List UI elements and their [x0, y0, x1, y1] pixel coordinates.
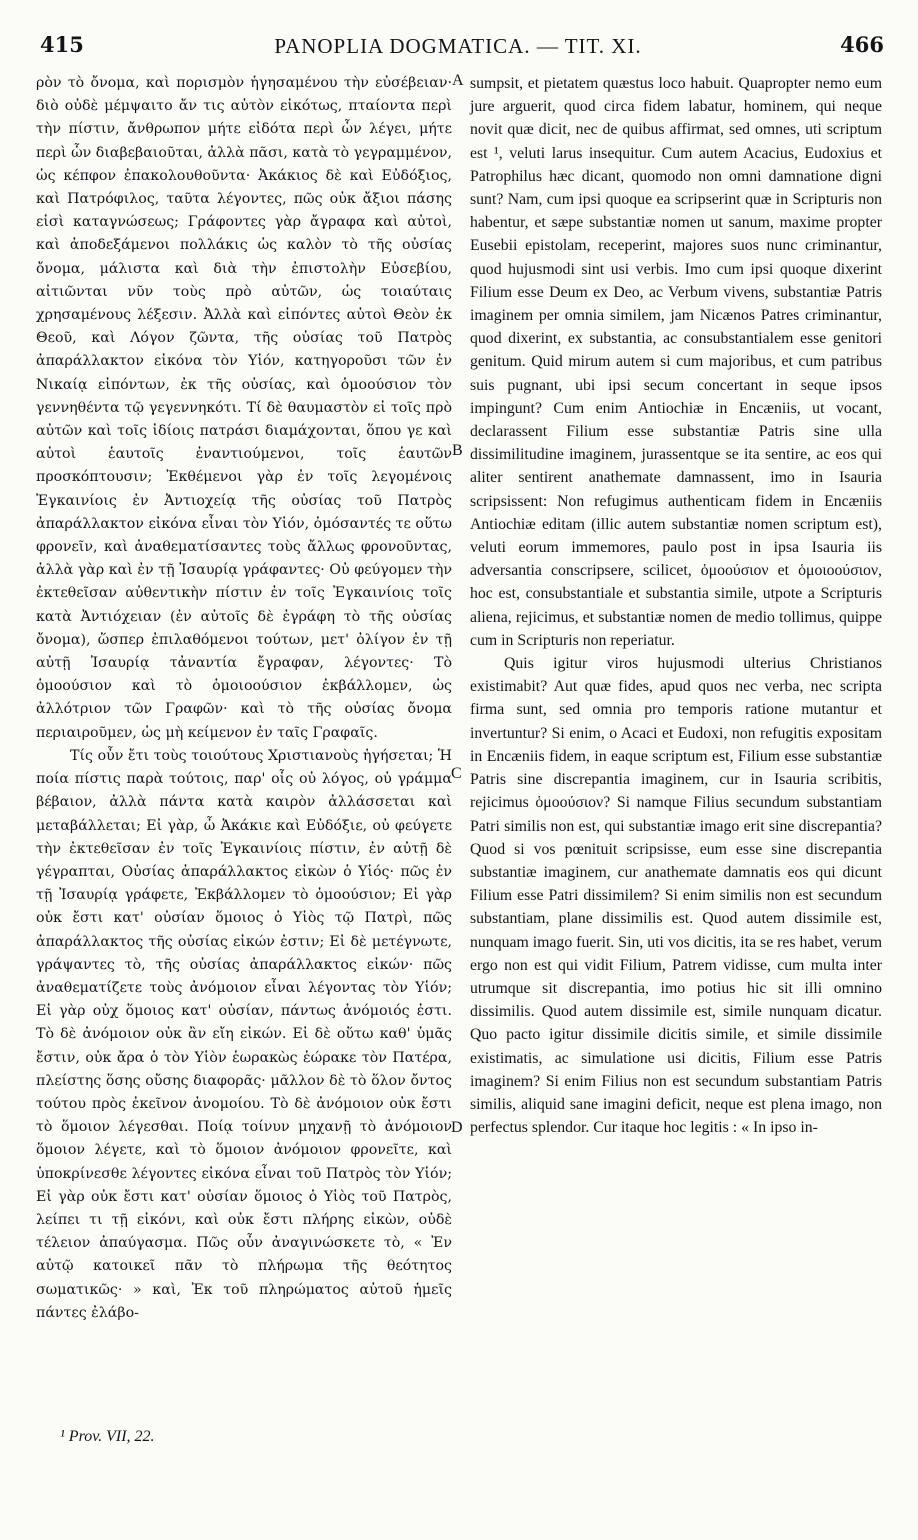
margin-marker-d: D — [451, 1119, 463, 1136]
greek-column — [36, 72, 452, 1325]
left-page-number: 415 — [40, 32, 84, 57]
greek-paragraph: ρὸν τὸ ὄνομα, καὶ πορισμὸν ἡγησαμένου τὴν εὐσέβειαν· διὸ οὐδὲ μέμψαιτο ἄν τις αὐτὸν εἰκότως, πταίοντα περὶ τὴν πίστιν, ἄνθρωπον μήτε εἰδότα περὶ ὧν λέγει, μήτε περὶ ὧν διαβεβαιοῦται, ἀλλὰ πᾶσι, κατὰ τὸ γεγραμμένον, ὡς κέπφον ἐπακολουθοῦντα· Ἀκάκιος δὲ καὶ Εὐδόξιος, καὶ Πατρόφιλος, ταῦτα λέγοντες, πῶς οὐκ ἄξιοι πάσης εἰσὶ καταγνώσεως; Γράφοντες γὰρ ἄγραφα καὶ αὐτοὶ, καὶ ἀποδεξάμενοι πολλάκις ὡς καλὸν τὸ τῆς οὐσίας ὄνομα, μάλιστα καὶ διὰ τὴν ἐπιστολὴν Εὐσεβίου, αἰτιῶνται νῦν τοὺς πρὸ αὐτῶν, ὡς τοιαύταις χρησαμένους λέξεσιν. Ἀλλὰ καὶ εἰπόντες αὐτοὶ Θεὸν ἐκ Θεοῦ, καὶ Λόγον ζῶντα, τῆς οὐσίας τοῦ Πατρὸς ἀπαράλλακτον εἰκόνα τὸν Υἱόν, κατηγοροῦσι τῶν ἐν Νικαίᾳ εἰπόντων, ἐκ τῆς οὐσίας, καὶ ὁμοούσιον τὸν γεννηθέντα τῷ γεγεννηκότι. Τί δὲ θαυμαστὸν εἰ τοῖς πρὸ αὐτῶν καὶ τοῖς ἰδίοις πατράσι διαμάχονται, ὅπου γε καὶ αὐτοὶ ἑαυτοῖς ἐναντιούμενοι, τοῖς ἑαυτῶν προσκόπτουσιν; Ἐκθέμενοι γὰρ ἐν τοῖς λεγομένοις Ἐγκαινίοις ἐν Ἀντιοχείᾳ τῆς οὐσίας τοῦ Πατρὸς ἀπαράλλακτον εἰκόνα εἶναι τὸν Υἱόν, ὀμόσαντές τε οὕτω φρονεῖν, καὶ ἀναθεματίσαντες τοὺς ἄλλως φρονοῦντας, ἀλλὰ γὰρ καὶ ἐν τῇ Ἰσαυρίᾳ γράφαντες· Οὐ φεύγομεν τὴν ἐκτεθεῖσαν αὐθεντικὴν πίστιν ἐν τοῖς Ἐγκαινίοις τοῖς κατὰ Ἀντιόχειαν (ἐν αὐτοῖς δὲ ἐγράφη τὸ τῆς οὐσίας ὄνομα), ὥσπερ ἐπιλαθόμενοι τούτων, μετ' ὀλίγον ἐν τῇ αὐτῇ Ἰσαυρίᾳ τἀναντία ἔγραφαν, λέγοντες· Τὸ ὁμοούσιον καὶ τὸ ὁμοιοούσιον ἐκβάλλομεν, ὡς ἀλλότριον τῶν Γραφῶν· καὶ τὸ τῆς οὐσίας ὄνομα περιαιροῦμεν, ὡς μὴ κείμενον ἐν ταῖς Γραφαῖς. — [36, 75, 452, 741]
latin-column — [470, 72, 882, 1139]
margin-marker-a: A — [452, 72, 464, 89]
margin-marker-b: B — [452, 442, 463, 459]
margin-marker-c: C — [451, 765, 462, 782]
footnote: ¹ Prov. VII, 22. — [60, 1428, 155, 1445]
latin-paragraph: Quis igitur viros hujusmodi ulterius Christianos existimabit? Aut quæ fides, apud quos nec verba, nec scripta firma sunt, sed omnia pro temporis ratione mutantur et invertuntur? Si enim, o Acaci et Eudoxi, non refugitis expositam in Encæniis fidem, in eaque scriptum est, Filium esse substantiæ Patris sine discrepantia imaginem, cur in Isauria scribitis, rejicimus ὁμοούσιον? Si namque Filius secundum substantiam Patri similis non est, qui substantiæ imago erit sine discrepantia? Quod si vos pœnituit scripsisse, eum esse sine discrepantia substantiæ imaginem, cur anathemate damnatis eos qui dicunt Filium esse Patri dissimilem? Si enim similis non est secundum substantiam, plane dissimilis est. Quod autem dissimile est, nunquam imago fuerit. Sin, uti vos dicitis, ita se res habet, verum ergo non est qui vidit Filium, Patrem vidisse, cum multa inter utrumque sit discrepantia, imo potius hic sit illi omnino dissimilis. Quod autem dissimile est, simile nunquam dicatur. Quo pacto igitur dissimile dicitis simile, et simile dissimile existimatis, ac simulatione usi dicitis, Filium esse Patris imaginem? Si enim Filius non est secundum substantiam Patris similis, aliquid sane imagini deficit, neque est plena imago, non perfectus splendor. Cur itaque hoc legitis : « In ipso in- — [470, 655, 882, 1137]
running-title: PANOPLIA DOGMATICA. — TIT. XI. — [274, 34, 642, 58]
latin-paragraph: sumpsit, et pietatem quæstus loco habuit. Quapropter nemo eum jure arguerit, quod circa fidem labatur, hominem, qui neque novit quæ dicit, nec de quibus affirmat, sed omnes, uti scriptum est ¹, veluti larus insequitur. Cum autem Acacius, Eudoxius et Patrophilus hæc dicant, quomodo non omni damnatione digni sunt? Nam, cum ipsi quoque ea scripserint quæ in Scripturis non habentur, et sæpe substantiæ nomen ut sanum, maxime propter Eusebii epistolam, receperint, majores suos nunc criminantur, quod hujusmodi sint usi verbis. Imo cum ipsi quoque dixerint Filium esse Deum ex Deo, ac Verbum vivens, substantiæ Patris imaginem per omnia similem, jam Nicænos Patres criminantur, quod dixerint, ex substantia, ac consubstantialem esse genitori genitum. Quid mirum autem si cum majoribus, et cum patribus suis pugnant, ubi ipsi secum concertant in seque ipsos impingunt? Cum enim Antiochiæ in Encæniis, ut vocant, declarassent Filium esse substantiæ Patris sine ulla dissimilitudine imaginem, jurassentque se ita sentire, ac eos qui aliter sentirent anathemate damnassent, imo in Isauria scripsissent: Non refugimus authenticam fidem in Encæniis Antiochiæ editam (illic autem substantiæ nomen scriptum est), veluti eorum immemores, paulo post in ipsa Isauria iis adversantia conscripsere, scilicet, ὁμοούσιον et ὁμοιοούσιον, hoc est, consubstantiale et substantia simile, utpote a Scripturis aliena, rejicimus, et substantiæ nomen de medio tollimus, quippe cum in Scripturis non reperiatur. — [470, 75, 882, 649]
greek-paragraph: Τίς οὖν ἔτι τοὺς τοιούτους Χριστιανοὺς ἡγήσεται; Ἡ ποία πίστις παρὰ τούτοις, παρ' οἷς οὐ λόγος, οὐ γράμμα βέβαιον, ἀλλὰ πάντα κατὰ καιρὸν ἀλλάσσεται καὶ μεταβάλλεται; Εἰ γὰρ, ὦ Ἀκάκιε καὶ Εὐδόξιε, οὐ φεύγετε τὴν ἐκτεθεῖσαν ἐν τοῖς Ἐγκαινίοις πίστιν, ἐν αὐτῇ δὲ γέγραπται, Οὐσίας ἀπαράλλακτος εἰκὼν ὁ Υἱός· πῶς ἐν τῇ Ἰσαυρίᾳ γράφετε, Ἐκβάλλομεν τὸ ὁμοούσιον; Εἰ γὰρ οὐκ ἔστι κατ' οὐσίαν ὅμοιος ὁ Υἱὸς τῷ Πατρὶ, πῶς ἀπαράλλακτος τῆς οὐσίας εἰκών ἐστιν; Εἰ δὲ μετέγνωτε, γράψαντες τὸ, τῆς οὐσίας ἀπαράλλακτος εἰκών· πῶς ἀναθεματίζετε τοὺς ἀνόμοιον εἶναι λέγοντας τὸν Υἱόν; Εἰ γὰρ οὐχ ὅμοιος κατ' οὐσίαν, πάντως ἀνόμοιός ἐστι. Τὸ δὲ ἀνόμοιον οὐκ ἂν εἴη εἰκών. Εἰ δὲ οὕτω καθ' ὑμᾶς ἔστιν, οὐκ ἄρα ὁ τὸν Υἱὸν ἑωρακὼς ἑώρακε τὸν Πατέρα, πλείστης ὅσης οὔσης διαφορᾶς· μᾶλλον δὲ τὸ ὅλον ὄντος τούτου πρὸς ἐκεῖνον ἀνομοίου. Τὸ δὲ ἀνόμοιον οὐκ ἔστι τὸ ὅμοιον λέγεσθαι. Ποίᾳ τοίνυν μηχανῇ τὸ ἀνόμοιον ὅμοιον λέγετε, καὶ τὸ ὅμοιον ἀνόμοιον φρονεῖτε, καὶ ὑποκρίνεσθε λέγοντες εἰκόνα εἶναι τοῦ Πατρὸς τὸν Υἱόν; Εἰ γὰρ οὐκ ἔστι κατ' οὐσίαν ὅμοιος ὁ Υἱὸς τοῦ Πατρὸς, λείπει τι τῇ εἰκόνι, καὶ οὐκ ἔστι πλήρης εἰκὼν, οὐδὲ τέλειον ἀπαύγασμα. Πῶς οὖν ἀναγινώσκετε τὸ, « Ἐν αὐτῷ κατοικεῖ πᾶν τὸ πλήρωμα τῆς θεότητος σωματικῶς· » καὶ, Ἐκ τοῦ πληρώματος αὐτοῦ ἡμεῖς πάντες ἐλάβο- — [36, 747, 452, 1321]
right-page-number: 466 — [840, 32, 884, 57]
page-header — [28, 32, 888, 68]
